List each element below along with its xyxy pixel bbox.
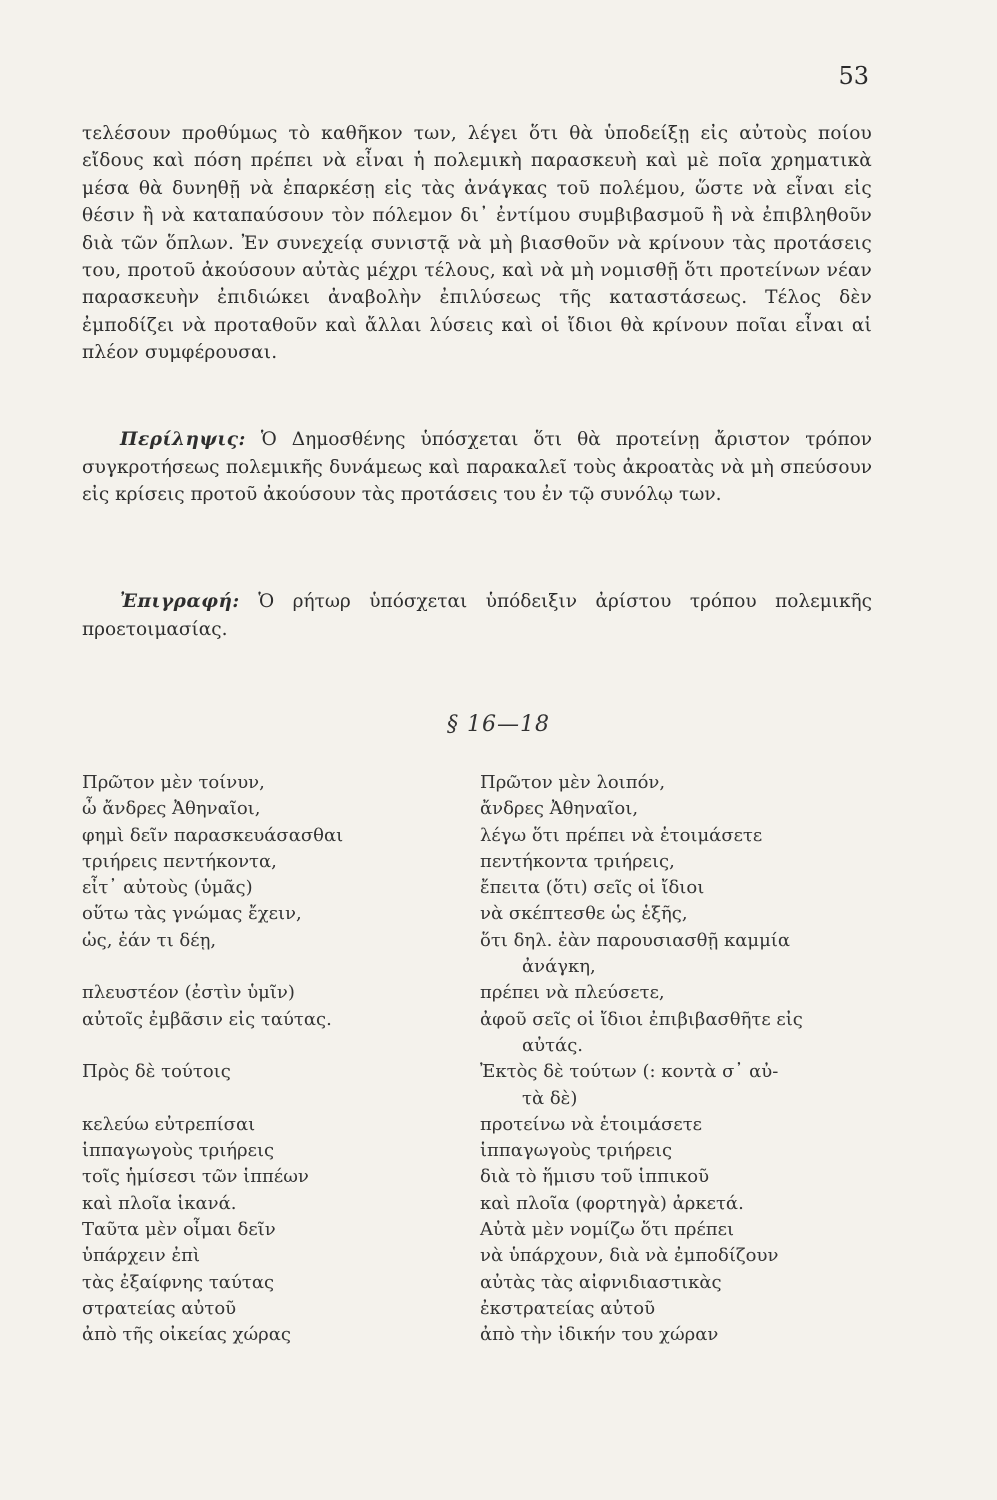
translation-line: πρέπει νὰ πλεύσετε,	[480, 982, 665, 1004]
translation-line: προτείνω νὰ ἑτοιμάσετε	[480, 1113, 703, 1135]
section-heading: § 16—18	[447, 712, 550, 737]
original-line: τριήρεις πεντήκοντα,	[82, 850, 277, 872]
translation-line: Πρῶτον μὲν λοιπόν,	[480, 772, 666, 793]
translation-line: ἀνάγκη,	[522, 956, 596, 978]
translation-line: ἄνδρες Ἀθηναῖοι,	[480, 798, 639, 820]
epigrafi-text: Ὁ ρήτωρ ὑπόσχεται ὑπόδειξιν ἀρίστου τρόπου πολεμικῆς προετοιμασίας.	[82, 591, 872, 640]
translation-text-column	[480, 770, 880, 1349]
translation-line: καὶ πλοῖα (φορτηγὰ) ἀρκετά.	[480, 1192, 744, 1214]
translation-line: ὅτι δηλ. ἐὰν παρουσιασθῇ καμμία	[480, 929, 791, 951]
translation-line: ἀφοῦ σεῖς οἱ ἴδιοι ἐπιβιβασθῆτε εἰς	[480, 1008, 803, 1030]
original-line: Πρῶτον μὲν τοίνυν,	[82, 772, 265, 793]
translation-line: ἔπειτα (ὅτι) σεῖς οἱ ἴδιοι	[480, 877, 705, 899]
translation-line: διὰ τὸ ἥμισυ τοῦ ἱππικοῦ	[480, 1166, 710, 1188]
blank-line	[82, 1086, 462, 1112]
original-line: πλευστέον (ἐστὶν ὑμῖν)	[82, 982, 295, 1004]
translation-line: ἐκστρατείας αὐτοῦ	[480, 1297, 656, 1319]
translation-line: πεντήκοντα τριήρεις,	[480, 850, 675, 872]
original-line: τοῖς ἡμίσεσι τῶν ἱππέων	[82, 1166, 309, 1188]
original-line: ὡς, ἐάν τι δέῃ,	[82, 929, 217, 951]
original-line: αὐτοῖς ἐμβᾶσιν εἰς ταύτας.	[82, 1008, 332, 1030]
original-line: φημὶ δεῖν παρασκευάσασθαι	[82, 824, 344, 846]
translation-line: λέγω ὅτι πρέπει νὰ ἑτοιμάσετε	[480, 824, 763, 846]
epigrafi-paragraph	[82, 588, 872, 643]
original-line: ὑπάρχειν ἐπὶ	[82, 1245, 201, 1267]
original-line: Πρὸς δὲ τούτοις	[82, 1061, 231, 1083]
periliipsi-label: Περίληψις:	[120, 429, 246, 450]
translation-line: ἀπὸ τὴν ἰδικήν του χώραν	[480, 1324, 719, 1346]
original-line: καὶ πλοῖα ἱκανά.	[82, 1192, 237, 1214]
original-line: εἶτ᾽ αὐτοὺς (ὑμᾶς)	[82, 877, 253, 899]
original-line: ὦ ἄνδρες Ἀθηναῖοι,	[82, 798, 261, 820]
epigrafi-label: Ἐπιγραφή:	[120, 591, 240, 612]
original-text-column	[82, 770, 462, 1349]
periliipsi-paragraph	[82, 426, 872, 509]
page-number: 53	[838, 62, 869, 90]
translation-line: ἱππαγωγοὺς τριήρεις	[480, 1140, 673, 1162]
blank-line	[82, 1033, 462, 1059]
translation-line: αὐτάς.	[522, 1034, 584, 1056]
original-line: ἀπὸ τῆς οἰκείας χώρας	[82, 1324, 291, 1346]
translation-line: νὰ ὑπάρχουν, διὰ νὰ ἐμποδίζουν	[480, 1245, 779, 1267]
summary-paragraph: τελέσουν προθύμως τὸ καθῆκον των, λέγει ὅτι θὰ ὑποδείξῃ εἰς αὐτοὺς ποίου εἴδους καὶ πόση πρέπει νὰ εἶναι ἡ πολεμικὴ παρασκευὴ καὶ μὲ ποῖα χρηματικὰ μέσα θὰ δυνηθῇ νὰ ἐπαρκέσῃ εἰς τὰς ἀνάγκας τοῦ πολέμου, ὥστε νὰ εἶναι εἰς θέσιν ἢ νὰ καταπαύσουν τὸν πόλεμον δι᾽ ἐντίμου συμβιβασμοῦ ἢ νὰ ἐπιβληθοῦν διὰ τῶν ὅπλων. Ἐν συνεχείᾳ συνιστᾷ νὰ μὴ βιασθοῦν νὰ κρίνουν τὰς προτάσεις του, προτοῦ ἀκούσουν αὐτὰς μέχρι τέλους, καὶ νὰ μὴ νομισθῇ ὅτι προτείνων νέαν παρασκευὴν ἐπιδιώκει ἀναβολὴν ἐπιλύσεως τῆς καταστάσεως. Τέλος δὲν ἐμποδίζει νὰ προταθοῦν καὶ ἄλλαι λύσεις καὶ οἱ ἴδιοι θὰ κρίνουν ποῖαι εἶναι αἱ πλέον συμφέρουσαι.	[82, 123, 872, 364]
translation-line: νὰ σκέπτεσθε ὡς ἑξῆς,	[480, 903, 688, 925]
original-line: τὰς ἐξαίφνης ταύτας	[82, 1271, 275, 1293]
original-line: οὕτω τὰς γνώμας ἔχειν,	[82, 903, 302, 925]
periliipsi-text: Ὁ Δημοσθένης ὑπόσχεται ὅτι θὰ προτείνῃ ἄριστον τρόπον συγκροτήσεως πολεμικῆς δυνάμεως καὶ παρακαλεῖ τοὺς ἀκροατὰς νὰ μὴ σπεύσουν εἰς κρίσεις προτοῦ ἀκούσουν τὰς προτάσεις του ἐν τῷ συνόλῳ των.	[82, 429, 872, 506]
translation-line: τὰ δὲ)	[522, 1087, 578, 1109]
blank-line	[82, 954, 462, 980]
original-line: στρατείας αὐτοῦ	[82, 1297, 237, 1319]
original-line: Ταῦτα μὲν οἶμαι δεῖν	[82, 1219, 276, 1241]
translation-line: Ἐκτὸς δὲ τούτων (: κοντὰ σ᾽ αὐ-	[480, 1061, 779, 1083]
translation-line: αὐτὰς τὰς αἰφνιδιαστικὰς	[480, 1271, 722, 1293]
original-line: ἱππαγωγοὺς τριήρεις	[82, 1140, 275, 1162]
translation-line: Αὐτὰ μὲν νομίζω ὅτι πρέπει	[480, 1219, 735, 1241]
original-line: κελεύω εὐτρεπίσαι	[82, 1113, 256, 1135]
